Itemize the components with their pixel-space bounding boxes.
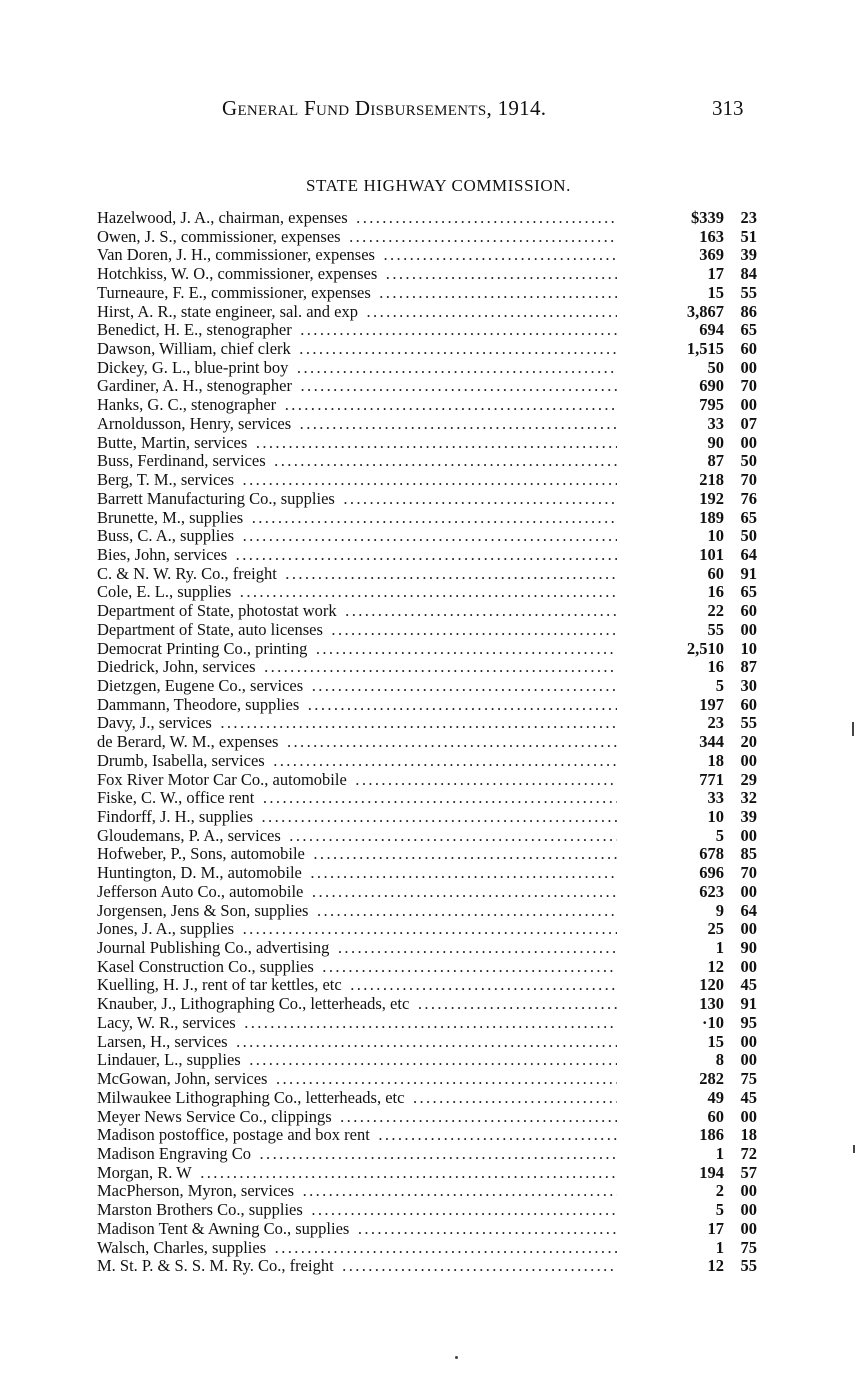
ledger-row (97, 827, 757, 846)
payee-entry (97, 490, 617, 509)
ledger-row (97, 1108, 757, 1127)
payee-text: Hofweber, P., Sons, automobile (97, 845, 305, 864)
ledger-row (97, 789, 757, 808)
amount-dollars: 10 (707, 807, 724, 826)
payee-entry (97, 733, 617, 752)
amount-dollars: 5 (715, 1200, 724, 1220)
ledger-row (97, 434, 757, 453)
amount-dollars: 2 (715, 1181, 724, 1201)
payee-text: Madison Engraving Co (97, 1144, 251, 1163)
payee-text: Knauber, J., Lithographing Co., letterheads, etc (97, 995, 410, 1014)
amount-dollars: 120 (699, 975, 724, 995)
amount-cents: 91 (740, 994, 757, 1014)
payee-text: M. St. P. & S. S. M. Ry. Co., freight (97, 1257, 334, 1276)
ledger-row (97, 377, 757, 396)
payee-entry (97, 434, 617, 453)
ledger-row (97, 920, 757, 939)
payee-text: Gloudemans, P. A., services (97, 826, 281, 845)
payee-text: Van Doren, J. H., commissioner, expenses (97, 246, 375, 265)
payee-entry (97, 1145, 617, 1164)
payee-entry (97, 771, 617, 790)
amount-cents: 60 (740, 339, 757, 359)
amount-cents: 00 (740, 619, 757, 639)
amount-dollars: 10 (707, 526, 724, 546)
ledger-row (97, 995, 757, 1014)
amount-cents: 64 (740, 544, 757, 564)
ledger-row (97, 1051, 757, 1070)
payee-entry (97, 321, 617, 340)
ledger-row (97, 546, 757, 565)
payee-entry (97, 883, 617, 902)
amount-cents: 60 (740, 694, 757, 714)
ledger-row (97, 452, 757, 471)
amount-cents: 50 (740, 451, 757, 471)
amount-cents: 00 (740, 825, 757, 845)
ledger-row (97, 359, 757, 378)
payee-entry (97, 827, 617, 846)
payee-text: Hazelwood, J. A., chairman, expenses (97, 209, 348, 227)
amount-cents: 65 (740, 507, 757, 527)
payee-entry (97, 752, 617, 771)
amount-dollars: 50 (707, 357, 724, 377)
amount-cents: 64 (740, 900, 757, 920)
payee-entry (97, 976, 617, 995)
payee-entry (97, 995, 617, 1014)
amount-dollars: 130 (699, 994, 724, 1014)
payee-text: Milwaukee Lithographing Co., letterheads, etc (97, 1088, 405, 1107)
payee-entry (97, 621, 617, 640)
amount-cents: 39 (740, 807, 757, 826)
payee-text: Hotchkiss, W. O., commissioner, expenses (97, 265, 378, 284)
amount-cents: 65 (740, 320, 757, 340)
payee-text: Larsen, H., services (97, 1032, 228, 1051)
ledger-row (97, 209, 757, 228)
payee-text: Jones, J. A., supplies (97, 920, 235, 939)
amount-dollars: 8 (715, 1050, 724, 1070)
amount-dollars: 15 (707, 282, 724, 302)
payee-entry (97, 902, 617, 921)
payee-entry (97, 228, 617, 247)
amount-cents: 60 (740, 601, 757, 621)
payee-text: Dammann, Theodore, supplies (97, 695, 300, 714)
payee-text: Journal Publishing Co., advertising (97, 939, 330, 958)
amount-dollars: 60 (707, 563, 724, 583)
payee-entry (97, 920, 617, 939)
ledger-row (97, 939, 757, 958)
amount-cents: 30 (740, 675, 757, 695)
ledger-row (97, 396, 757, 415)
payee-entry (97, 546, 617, 565)
amount-cents: 18 (740, 1125, 757, 1145)
ledger-row (97, 640, 757, 659)
amount-dollars: 23 (707, 713, 724, 733)
payee-text: Department of State, photostat work (97, 602, 337, 621)
ledger-row (97, 246, 757, 265)
ledger-row (97, 565, 757, 584)
ledger-row (97, 527, 757, 546)
ledger-row (97, 658, 757, 677)
payee-text: Cole, E. L., supplies (97, 583, 232, 602)
payee-text: Findorff, J. H., supplies (97, 808, 253, 826)
ledger-row (97, 490, 757, 509)
amount-cents: 07 (740, 413, 757, 433)
amount-cents: 55 (740, 1256, 757, 1276)
ledger-row (97, 752, 757, 771)
amount-dollars: 1 (715, 1143, 724, 1163)
payee-text: Democrat Printing Co., printing (97, 639, 308, 658)
amount-cents: 00 (740, 1031, 757, 1051)
ledger-row (97, 621, 757, 640)
payee-text: Dickey, G. L., blue-print boy (97, 358, 289, 377)
amount-cents: 00 (740, 357, 757, 377)
amount-dollars: 1,515 (686, 339, 724, 359)
payee-text: Butte, Martin, services (97, 433, 248, 452)
amount-dollars: $339 (691, 208, 724, 227)
amount-cents: 76 (740, 488, 757, 508)
amount-dollars: 344 (699, 732, 724, 752)
amount-dollars: 694 (699, 320, 724, 340)
ledger-row (97, 714, 757, 733)
amount-cents: 23 (740, 208, 757, 227)
amount-dollars: 696 (699, 863, 724, 883)
payee-entry (97, 1220, 617, 1239)
ledger-row (97, 696, 757, 715)
payee-text: Davy, J., services (97, 714, 212, 733)
payee-text: Jefferson Auto Co., automobile (97, 882, 304, 901)
payee-entry (97, 209, 617, 228)
amount-cents: 00 (740, 956, 757, 976)
ledger-row (97, 1089, 757, 1108)
running-title: General Fund Disbursements, 1914. (222, 96, 547, 120)
payee-text: de Berard, W. M., expenses (97, 733, 279, 752)
ledger-row (97, 265, 757, 284)
amount-dollars: 2,510 (686, 638, 724, 658)
payee-entry (97, 1108, 617, 1127)
amount-dollars: 9 (715, 900, 724, 920)
amount-cents: 55 (740, 282, 757, 302)
payee-text: Turneaure, F. E., commissioner, expenses (97, 283, 371, 302)
ledger-row (97, 677, 757, 696)
ledger-row (97, 340, 757, 359)
payee-text: Hirst, A. R., state engineer, sal. and exp (97, 302, 358, 321)
amount-cents: 91 (740, 563, 757, 583)
ledger-row (97, 471, 757, 490)
payee-entry (97, 1239, 617, 1258)
payee-text: Morgan, R. W (97, 1163, 192, 1182)
payee-entry (97, 1126, 617, 1145)
amount-dollars: 282 (699, 1069, 724, 1089)
amount-cents: 51 (740, 226, 757, 246)
payee-text: Diedrick, John, services (97, 658, 256, 677)
amount-dollars: 16 (707, 582, 724, 602)
payee-entry (97, 583, 617, 602)
amount-cents: 50 (740, 526, 757, 546)
amount-cents: 95 (740, 1012, 757, 1032)
payee-entry (97, 509, 617, 528)
scan-speck (852, 722, 854, 736)
ledger-row (97, 321, 757, 340)
amount-dollars: 1 (715, 938, 724, 958)
ledger-row (97, 1126, 757, 1145)
payee-entry (97, 565, 617, 584)
payee-entry (97, 246, 617, 265)
ledger-row (97, 845, 757, 864)
running-head (0, 96, 867, 124)
amount-dollars: 192 (699, 488, 724, 508)
payee-entry (97, 696, 617, 715)
payee-entry (97, 808, 617, 827)
amount-cents: 00 (740, 1218, 757, 1238)
payee-entry (97, 396, 617, 415)
payee-text: Walsch, Charles, supplies (97, 1238, 267, 1257)
amount-dollars: 90 (707, 432, 724, 452)
amount-dollars: 12 (707, 1256, 724, 1276)
payee-text: Arnoldusson, Henry, services (97, 414, 292, 433)
amount-dollars: 771 (699, 769, 724, 789)
ledger-row (97, 1033, 757, 1052)
payee-entry (97, 340, 617, 359)
ledger-row (97, 902, 757, 921)
amount-cents: 72 (740, 1143, 757, 1163)
payee-text: Berg, T. M., services (97, 471, 235, 490)
payee-entry (97, 939, 617, 958)
amount-dollars: ·10 (701, 1012, 724, 1032)
amount-cents: 70 (740, 376, 757, 396)
amount-cents: 00 (740, 395, 757, 415)
ledger-row (97, 733, 757, 752)
payee-entry (97, 714, 617, 733)
amount-dollars: 623 (699, 881, 724, 901)
payee-entry (97, 602, 617, 621)
amount-cents: 10 (740, 638, 757, 658)
payee-entry (97, 1257, 617, 1276)
ledger-row (97, 602, 757, 621)
ledger-row (97, 1239, 757, 1258)
amount-cents: 70 (740, 863, 757, 883)
disbursement-ledger (97, 209, 757, 1276)
ledger-row (97, 808, 757, 827)
payee-entry (97, 527, 617, 546)
amount-dollars: 18 (707, 750, 724, 770)
ledger-row (97, 1220, 757, 1239)
payee-text: Fox River Motor Car Co., automobile (97, 770, 347, 789)
payee-text: Buss, C. A., supplies (97, 527, 235, 546)
amount-cents: 84 (740, 264, 757, 284)
payee-entry (97, 640, 617, 659)
payee-entry (97, 658, 617, 677)
amount-dollars: 16 (707, 657, 724, 677)
payee-entry (97, 1089, 617, 1108)
payee-text: MacPherson, Myron, services (97, 1182, 295, 1201)
ledger-row (97, 1201, 757, 1220)
payee-entry (97, 958, 617, 977)
amount-cents: 00 (740, 750, 757, 770)
payee-text: Lacy, W. R., services (97, 1013, 236, 1032)
payee-entry (97, 377, 617, 396)
amount-cents: 57 (740, 1162, 757, 1182)
amount-cents: 55 (740, 713, 757, 733)
payee-text: Owen, J. S., commissioner, expenses (97, 227, 341, 246)
payee-text: Jorgensen, Jens & Son, supplies (97, 901, 309, 920)
amount-cents: 00 (740, 881, 757, 901)
scan-speck (455, 1356, 458, 1359)
amount-cents: 70 (740, 470, 757, 490)
amount-cents: 00 (740, 1200, 757, 1220)
payee-entry (97, 1033, 617, 1052)
amount-dollars: 17 (707, 1218, 724, 1238)
payee-text: Kuelling, H. J., rent of tar kettles, etc (97, 976, 342, 995)
amount-cents: 85 (740, 844, 757, 864)
payee-entry (97, 471, 617, 490)
amount-dollars: 33 (707, 413, 724, 433)
amount-dollars: 678 (699, 844, 724, 864)
payee-text: Meyer News Service Co., clippings (97, 1107, 332, 1126)
payee-text: Brunette, M., supplies (97, 508, 244, 527)
amount-dollars: 101 (699, 544, 724, 564)
amount-dollars: 5 (715, 675, 724, 695)
payee-entry (97, 1182, 617, 1201)
payee-entry (97, 1201, 617, 1220)
amount-dollars: 33 (707, 788, 724, 808)
ledger-row (97, 976, 757, 995)
payee-text: Drumb, Isabella, services (97, 751, 265, 770)
amount-dollars: 55 (707, 619, 724, 639)
payee-entry (97, 265, 617, 284)
payee-text: Benedict, H. E., stenographer (97, 321, 292, 340)
ledger-row (97, 509, 757, 528)
payee-entry (97, 677, 617, 696)
payee-entry (97, 1164, 617, 1183)
amount-cents: 86 (740, 301, 757, 321)
ledger-row (97, 583, 757, 602)
ledger-row (97, 303, 757, 322)
payee-text: Department of State, auto licenses (97, 620, 323, 639)
ledger-row (97, 1164, 757, 1183)
ledger-row (97, 864, 757, 883)
amount-dollars: 87 (707, 451, 724, 471)
ledger-row (97, 883, 757, 902)
amount-dollars: 189 (699, 507, 724, 527)
amount-cents: 90 (740, 938, 757, 958)
amount-cents: 75 (740, 1069, 757, 1089)
payee-entry (97, 1014, 617, 1033)
amount-cents: 45 (740, 975, 757, 995)
payee-entry (97, 284, 617, 303)
payee-text: Barrett Manufacturing Co., supplies (97, 489, 335, 508)
amount-dollars: 17 (707, 264, 724, 284)
payee-text: Lindauer, L., supplies (97, 1051, 241, 1070)
scan-speck (853, 1145, 855, 1153)
amount-dollars: 218 (699, 470, 724, 490)
amount-cents: 29 (740, 769, 757, 789)
payee-entry (97, 864, 617, 883)
payee-text: Kasel Construction Co., supplies (97, 957, 314, 976)
payee-entry (97, 303, 617, 322)
payee-text: Gardiner, A. H., stenographer (97, 377, 292, 396)
ledger-row (97, 1145, 757, 1164)
amount-dollars: 194 (699, 1162, 724, 1182)
payee-text: Hanks, G. C., stenographer (97, 396, 277, 415)
amount-dollars: 25 (707, 919, 724, 939)
amount-dollars: 186 (699, 1125, 724, 1145)
amount-cents: 00 (740, 432, 757, 452)
amount-dollars: 795 (699, 395, 724, 415)
amount-cents: 65 (740, 582, 757, 602)
amount-cents: 00 (740, 1050, 757, 1070)
payee-text: Fiske, C. W., office rent (97, 789, 255, 808)
amount-dollars: 3,867 (686, 301, 724, 321)
payee-text: Marston Brothers Co., supplies (97, 1201, 303, 1220)
amount-cents: 00 (740, 1106, 757, 1126)
amount-dollars: 49 (707, 1087, 724, 1107)
payee-entry (97, 415, 617, 434)
amount-dollars: 60 (707, 1106, 724, 1126)
amount-cents: 87 (740, 657, 757, 677)
amount-dollars: 369 (699, 245, 724, 265)
payee-text: Madison Tent & Awning Co., supplies (97, 1219, 350, 1238)
amount-cents: 00 (740, 1181, 757, 1201)
section-title: STATE HIGHWAY COMMISSION. (305, 176, 572, 195)
payee-text: McGowan, John, services (97, 1070, 268, 1089)
payee-entry (97, 359, 617, 378)
payee-text: Huntington, D. M., automobile (97, 864, 302, 883)
amount-cents: 75 (740, 1237, 757, 1257)
amount-dollars: 690 (699, 376, 724, 396)
ledger-row (97, 1070, 757, 1089)
payee-text: Buss, Ferdinand, services (97, 452, 266, 471)
ledger-row (97, 771, 757, 790)
payee-text: Dawson, William, chief clerk (97, 340, 291, 359)
page-number: 313 (712, 96, 744, 120)
amount-dollars: 1 (715, 1237, 724, 1257)
payee-entry (97, 1051, 617, 1070)
ledger-row (97, 228, 757, 247)
amount-dollars: 163 (699, 226, 724, 246)
payee-entry (97, 1070, 617, 1089)
ledger-row (97, 1182, 757, 1201)
amount-dollars: 5 (715, 825, 724, 845)
amount-cents: 32 (740, 788, 757, 808)
ledger-row (97, 415, 757, 434)
ledger-row (97, 1257, 757, 1276)
ledger-row (97, 958, 757, 977)
payee-entry (97, 845, 617, 864)
amount-dollars: 197 (699, 694, 724, 714)
payee-entry (97, 452, 617, 471)
payee-text: Bies, John, services (97, 545, 228, 564)
amount-dollars: 15 (707, 1031, 724, 1051)
payee-text: Dietzgen, Eugene Co., services (97, 676, 304, 695)
amount-cents: 39 (740, 245, 757, 265)
amount-dollars: 22 (707, 601, 724, 621)
ledger-row (97, 284, 757, 303)
payee-text: C. & N. W. Ry. Co., freight (97, 564, 277, 583)
payee-entry (97, 789, 617, 808)
amount-cents: 20 (740, 732, 757, 752)
payee-text: Madison postoffice, postage and box rent (97, 1126, 370, 1145)
amount-dollars: 12 (707, 956, 724, 976)
amount-cents: 00 (740, 919, 757, 939)
amount-cents: 45 (740, 1087, 757, 1107)
ledger-row (97, 1014, 757, 1033)
